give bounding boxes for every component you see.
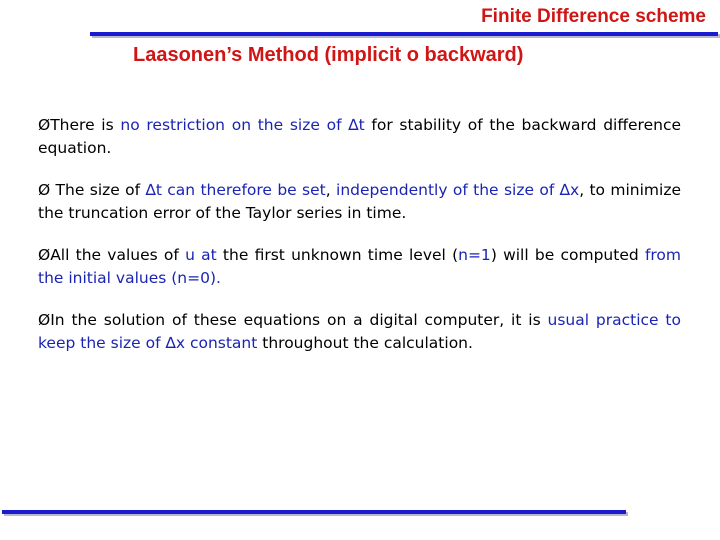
- bullet-2-highlight-2: independently of the size of ∆x: [336, 181, 580, 199]
- bullet-1: [38, 114, 681, 160]
- bullet-3-text-mid-2: ) will be computed: [490, 246, 645, 264]
- bottom-rule: [2, 510, 626, 514]
- bullet-2-comma: ,: [325, 181, 337, 199]
- bullet-2-text-end: , to minimize the truncation error of the Taylor series in time.: [38, 181, 682, 222]
- bullet-arrow-icon: Ø: [38, 116, 51, 134]
- bullet-3-highlight-3: from the initial values (n=0).: [38, 246, 682, 287]
- bullet-1-highlight: no restriction on the size of ∆t: [120, 116, 365, 134]
- bullet-3-text: All the values of: [50, 246, 186, 264]
- bullet-arrow-icon: Ø: [38, 181, 51, 199]
- bullet-arrow-icon: Ø: [38, 246, 51, 264]
- bullet-3: [38, 244, 681, 290]
- header-title: Finite Difference scheme: [481, 6, 706, 27]
- bullet-2: [38, 179, 681, 225]
- bullet-4-text-end: throughout the calculation.: [257, 334, 473, 352]
- bullet-2-text: The size of: [50, 181, 146, 199]
- top-rule: [90, 32, 718, 36]
- bullet-arrow-icon: Ø: [38, 311, 51, 329]
- slide-subtitle: Laasonen’s Method (implicit o backward): [133, 44, 524, 66]
- bullet-2-highlight: ∆t can therefore be set: [145, 181, 326, 199]
- bullet-4-highlight: usual practice to keep the size of ∆x constant: [38, 311, 681, 352]
- bullet-list: [38, 114, 681, 374]
- bullet-3-highlight: u at: [185, 246, 217, 264]
- bullet-1-text-end: for stability of the backward difference equation.: [38, 116, 682, 157]
- bullet-3-text-mid: the first unknown time level (: [216, 246, 459, 264]
- bullet-4: [38, 309, 681, 355]
- bullet-1-text: There is: [50, 116, 121, 134]
- bullet-4-text: In the solution of these equations on a digital computer, it is: [50, 311, 548, 329]
- bullet-3-highlight-2: n=1: [458, 246, 491, 264]
